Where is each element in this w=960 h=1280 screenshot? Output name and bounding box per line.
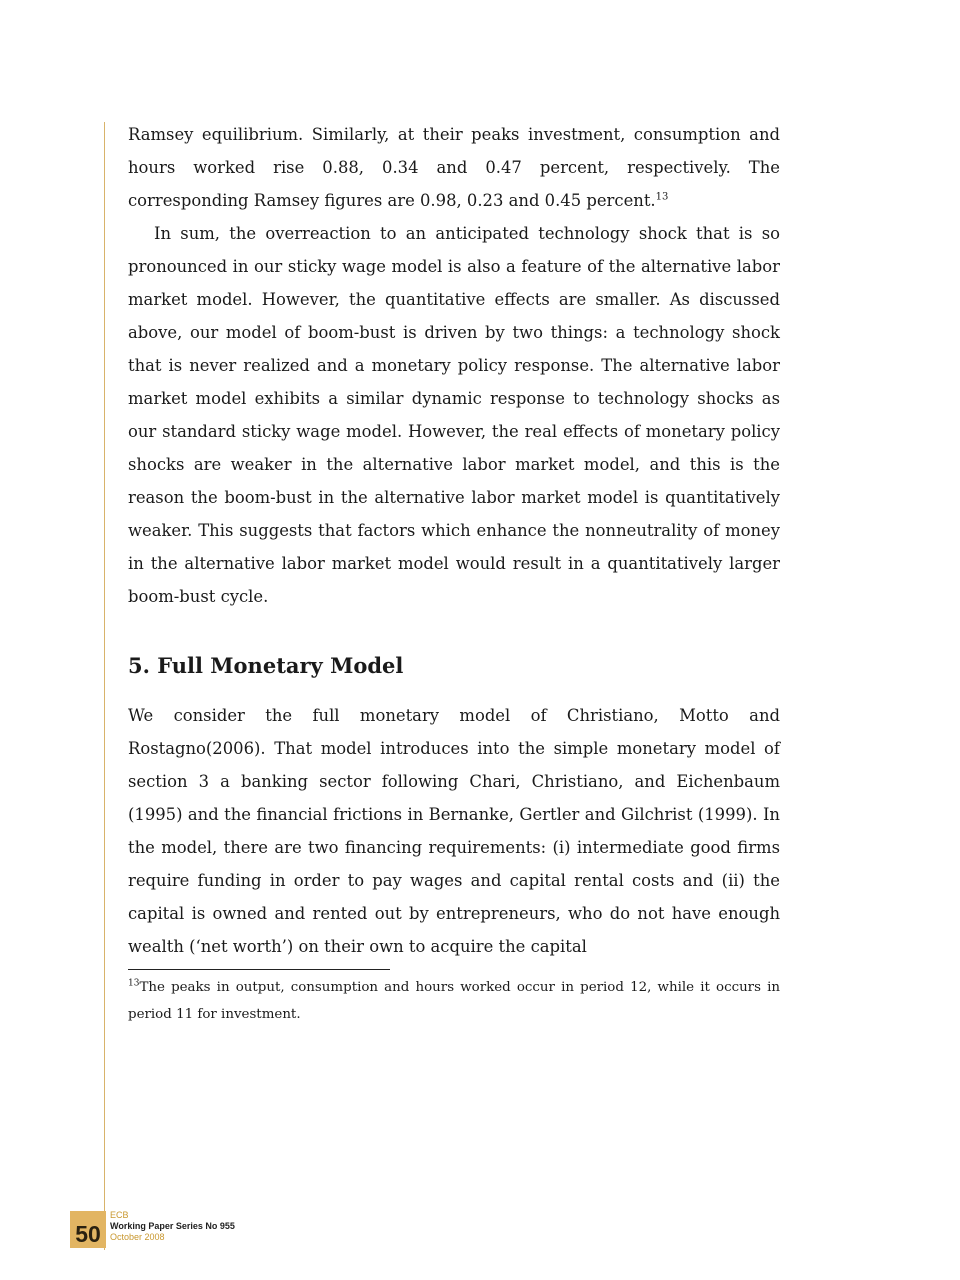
paragraph-3: We consider the full monetary model of Christiano, Motto and Rostagno(2006). That model introduces into the simple monetary model of section 3 a banking sector following Chari, Christiano, and Eichenbaum (1995) and the financial frictions in Bernanke, Gertler and Gilchrist (1999). In the model, there are two financing requirements: (i) intermediate good firms require funding in order to pay wages and capital rental costs and (ii) the capital is owned and rented out by entrepreneurs, who do not have enough wealth (‘net worth’) on their own to acquire the capital	[128, 706, 780, 956]
footnote-mark: 13	[128, 978, 140, 989]
series-info	[110, 1210, 235, 1243]
footnote-text: The peaks in output, consumption and hours worked occur in period 12, while it occurs in period 11 for investment.	[128, 980, 780, 1022]
footnote	[128, 974, 780, 1028]
footnote-divider	[128, 969, 390, 970]
margin-rule	[104, 122, 105, 1250]
page-body	[128, 118, 780, 1028]
series-org: ECB	[110, 1210, 129, 1220]
paragraph-1-text: Ramsey equilibrium. Similarly, at their peaks investment, consumption and hours worked rise 0.88, 0.34 and 0.47 percent, respectively. The corresponding Ramsey figures are 0.98, 0.23 and 0.45 percent.	[128, 125, 780, 210]
section-heading: 5. Full Monetary Model	[128, 653, 404, 678]
series-date: October 2008	[110, 1232, 165, 1242]
footnote-reference[interactable]: 13	[655, 191, 669, 203]
series-title: Working Paper Series No 955	[110, 1221, 235, 1231]
page-number-badge: 50	[70, 1211, 106, 1248]
paragraph-2: In sum, the overreaction to an anticipated technology shock that is so pronounced in our sticky wage model is also a feature of the alternative labor market model. However, the quantitative effects are smaller. As discussed above, our model of boom-bust is driven by two things: a technology shock that is never realized and a monetary policy response. The alternative labor market model exhibits a similar dynamic response to technology shocks as our standard sticky wage model. However, the real effects of monetary policy shocks are weaker in the alternative labor market model, and this is the reason the boom-bust in the alternative labor market model is quantitatively weaker. This suggests that factors which enhance the nonneutrality of money in the alternative labor market model would result in a quantitatively larger boom-bust cycle.	[128, 224, 780, 606]
paragraph-1	[128, 118, 780, 217]
